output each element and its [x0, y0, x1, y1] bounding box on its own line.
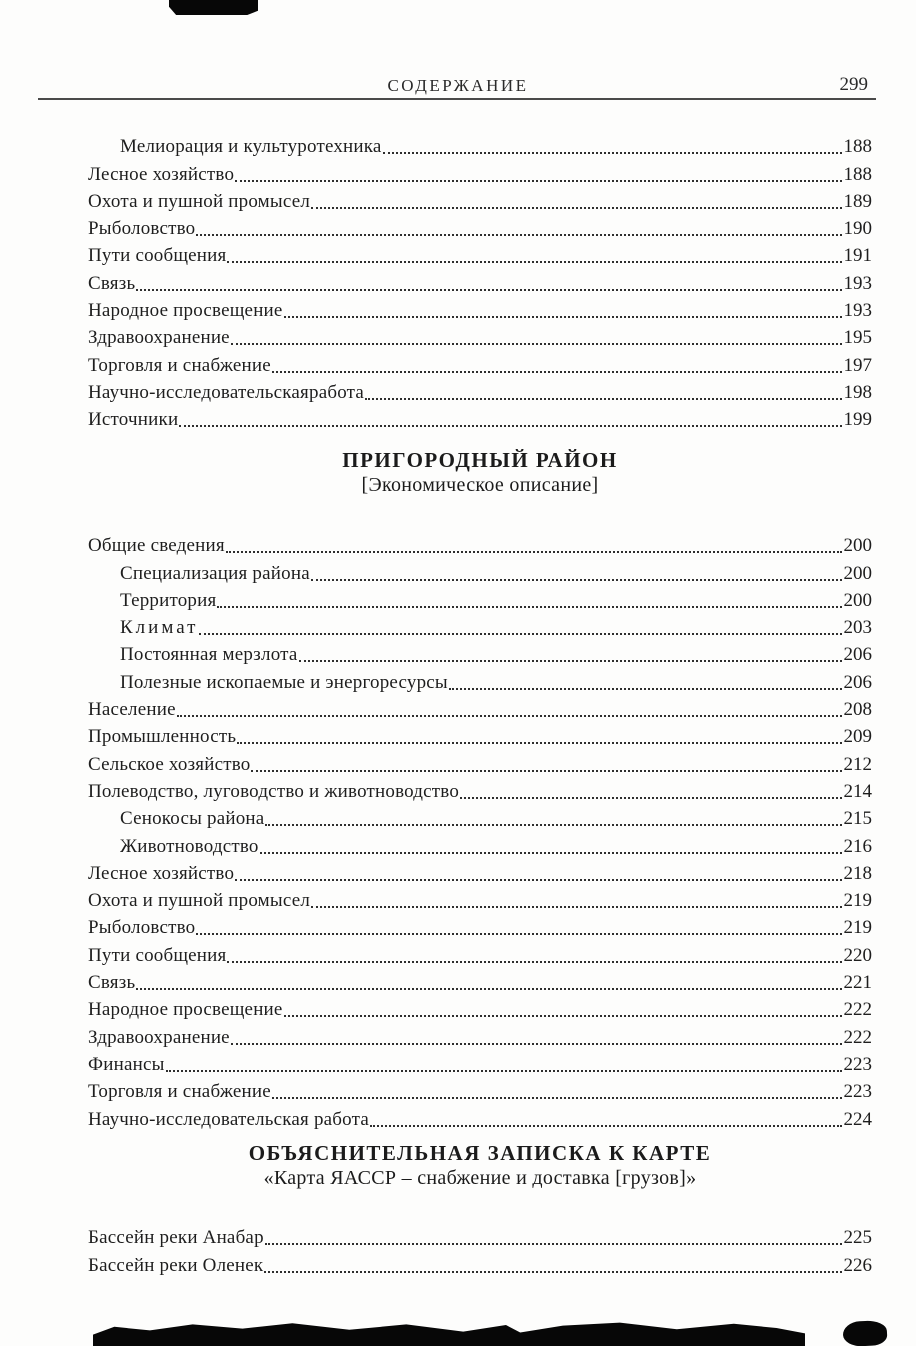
dot-leader [251, 770, 841, 772]
toc-entry-page: 223 [843, 1053, 872, 1075]
scan-artifact-bottom [93, 1316, 805, 1346]
section-heading-line2: [Экономическое описание] [361, 474, 599, 496]
dot-leader [196, 234, 841, 236]
section-heading-line1: ПРИГОРОДНЫЙ РАЙОН [342, 448, 618, 472]
toc-entry-title: Связь [88, 972, 136, 994]
toc-entry-page: 224 [843, 1108, 872, 1130]
dot-leader [460, 797, 841, 799]
toc-entry-row [88, 131, 872, 158]
toc-entry-page: 226 [843, 1254, 872, 1276]
toc-entry-row [88, 1076, 872, 1103]
toc-entry-page: 219 [843, 917, 872, 939]
toc-entry-page: 188 [843, 163, 872, 185]
dot-leader [265, 824, 841, 826]
toc-entry-page: 216 [843, 835, 872, 857]
dot-leader [235, 879, 841, 881]
toc-entry-row [88, 557, 872, 584]
toc-entry-page: 219 [843, 890, 872, 912]
toc-entry-title: Общие сведения [88, 535, 225, 557]
toc-entry-title: Рыболовство [88, 917, 196, 939]
section-heading-line2: «Карта ЯАССР – снабжение и доставка [грузов]» [263, 1167, 697, 1189]
toc-entry-row [88, 1222, 872, 1249]
toc-entry-page: 221 [843, 972, 872, 994]
dot-leader [136, 289, 841, 291]
toc-entry-page: 191 [843, 245, 872, 267]
toc-entry-title: Народное просвещение [88, 300, 283, 322]
section-heading-line1: ОБЪЯСНИТЕЛЬНАЯ ЗАПИСКА К КАРТЕ [248, 1141, 712, 1165]
toc-entry-title: Рыболовство [88, 218, 196, 240]
toc-entry-page: 197 [843, 354, 872, 376]
toc-entry-title: Животноводство [120, 835, 259, 857]
toc-entry-row [88, 858, 872, 885]
header-rule [38, 98, 876, 100]
dot-leader [265, 1243, 842, 1245]
dot-leader [260, 852, 842, 854]
toc-entry-row [88, 939, 872, 966]
toc-entry-page: 199 [843, 409, 872, 431]
toc-entry-row [88, 994, 872, 1021]
dot-leader [311, 906, 841, 908]
dot-leader [199, 633, 841, 635]
dot-leader [231, 343, 842, 345]
toc-entry-title: Научно-исследовательская работа [88, 1108, 369, 1130]
toc-entry-page: 195 [843, 327, 872, 349]
toc-entry-row [88, 404, 872, 431]
dot-leader [179, 425, 841, 427]
toc-entry-row [88, 721, 872, 748]
toc-entry-row [88, 322, 872, 349]
toc-entry-page: 222 [843, 999, 872, 1021]
toc-section [88, 131, 872, 431]
dot-leader [264, 1271, 841, 1273]
section-heading [88, 447, 872, 498]
toc-entry-title: Связь [88, 272, 136, 294]
toc-entry-row [88, 267, 872, 294]
dot-leader [284, 1015, 842, 1017]
dot-leader [284, 316, 842, 318]
scan-artifact-top [169, 0, 258, 15]
dot-leader [449, 688, 842, 690]
toc-entry-page: 188 [843, 136, 872, 158]
toc-entry-page: 193 [843, 300, 872, 322]
dot-leader [272, 371, 842, 373]
toc-entry-row [88, 639, 872, 666]
toc-entry-title: Охота и пушной промысел [88, 890, 311, 912]
toc-entry-row [88, 349, 872, 376]
toc-entry-row [88, 666, 872, 693]
toc-entry-page: 222 [843, 1026, 872, 1048]
toc-entry-row [88, 830, 872, 857]
toc-entry-row [88, 748, 872, 775]
toc-entry-row [88, 1021, 872, 1048]
toc-entry-title: Сенокосы района [120, 808, 265, 830]
toc-entry-row [88, 1249, 872, 1276]
toc-entry-title: Специализация района [120, 562, 310, 584]
toc-entry-page: 209 [843, 726, 872, 748]
toc-entry-page: 223 [843, 1081, 872, 1103]
dot-leader [196, 933, 841, 935]
toc-entry-page: 206 [843, 671, 872, 693]
toc-entry-row [88, 1049, 872, 1076]
toc-entry-row [88, 967, 872, 994]
toc-entry-row [88, 612, 872, 639]
toc-entry-title: Климат [120, 617, 199, 639]
toc-entry-title: Бассейн реки Анабар [88, 1227, 264, 1249]
toc-entry-row [88, 585, 872, 612]
toc-entry-title: Охота и пушной промысел [88, 190, 311, 212]
toc-entry-title: Народное просвещение [88, 999, 283, 1021]
toc-entry-row [88, 694, 872, 721]
scan-artifact-bottom-blob [842, 1320, 887, 1346]
toc-entry-title: Территория [120, 589, 217, 611]
toc-entry-title: Население [88, 699, 176, 721]
toc-entry-row [88, 776, 872, 803]
toc-entry-title: Научно-исследовательскаяработа [88, 381, 365, 403]
toc-entry-page: 189 [843, 190, 872, 212]
toc-entry-title: Мелиорация и культуротехника [120, 136, 382, 158]
dot-leader [166, 1070, 842, 1072]
toc-entry-row [88, 912, 872, 939]
toc-entry-page: 193 [843, 272, 872, 294]
dot-leader [235, 180, 841, 182]
toc-entry-title: Лесное хозяйство [88, 862, 235, 884]
toc-entry-row [88, 803, 872, 830]
toc-entry-title: Лесное хозяйство [88, 163, 235, 185]
toc-entry-title: Сельское хозяйство [88, 753, 251, 775]
toc-entry-title: Здравоохранение [88, 1026, 230, 1048]
toc-section [88, 447, 872, 1131]
toc-entry-page: 200 [843, 589, 872, 611]
dot-leader [370, 1125, 842, 1127]
dot-leader [227, 261, 841, 263]
dot-leader [231, 1043, 842, 1045]
toc-entry-page: 215 [843, 808, 872, 830]
toc-entry-page: 198 [843, 381, 872, 403]
toc-entry-page: 208 [843, 699, 872, 721]
toc-entry-row [88, 158, 872, 185]
toc-entry-page: 203 [843, 617, 872, 639]
dot-leader [136, 988, 841, 990]
toc-entry-page: 218 [843, 862, 872, 884]
page-header-title: СОДЕРЖАНИЕ [387, 76, 529, 95]
toc-entry-page: 200 [843, 562, 872, 584]
toc-entry-page: 220 [843, 944, 872, 966]
toc-entry-title: Промышленность [88, 726, 237, 748]
toc-entry-row [88, 377, 872, 404]
dot-leader [217, 606, 841, 608]
toc-entry-row [88, 240, 872, 267]
toc-entry-page: 225 [843, 1227, 872, 1249]
page-number: 299 [839, 74, 868, 95]
dot-leader [226, 551, 842, 553]
dot-leader [311, 579, 842, 581]
dot-leader [177, 715, 842, 717]
toc-entry-title: Постоянная мерзлота [120, 644, 298, 666]
toc-entry-page: 214 [843, 780, 872, 802]
toc-entry-row [88, 186, 872, 213]
toc-entry-title: Источники [88, 409, 179, 431]
toc-entry-title: Торговля и снабжение [88, 1081, 271, 1103]
toc-entry-row [88, 213, 872, 240]
toc-entry-row [88, 1103, 872, 1130]
section-heading [88, 1140, 872, 1191]
toc-entry-page: 190 [843, 218, 872, 240]
toc-entry-row [88, 885, 872, 912]
dot-leader [299, 660, 842, 662]
dot-leader [227, 961, 841, 963]
toc-entry-row [88, 530, 872, 557]
toc-entry-title: Бассейн реки Оленек [88, 1254, 264, 1276]
dot-leader [272, 1097, 842, 1099]
toc-entry-page: 200 [843, 535, 872, 557]
toc-entry-title: Полезные ископаемые и энергоресурсы [120, 671, 448, 693]
dot-leader [365, 398, 841, 400]
toc-entry-page: 212 [843, 753, 872, 775]
toc-entry-title: Здравоохранение [88, 327, 230, 349]
toc-entry-row [88, 295, 872, 322]
toc-entry-title: Финансы [88, 1053, 165, 1075]
toc-entry-title: Полеводство, луговодство и животноводство [88, 780, 460, 802]
dot-leader [311, 207, 841, 209]
toc-entry-page: 206 [843, 644, 872, 666]
toc-entry-title: Пути сообщения [88, 944, 227, 966]
toc-section [88, 1140, 872, 1277]
dot-leader [237, 742, 841, 744]
dot-leader [383, 152, 842, 154]
toc-entry-title: Пути сообщения [88, 245, 227, 267]
toc-entry-title: Торговля и снабжение [88, 354, 271, 376]
